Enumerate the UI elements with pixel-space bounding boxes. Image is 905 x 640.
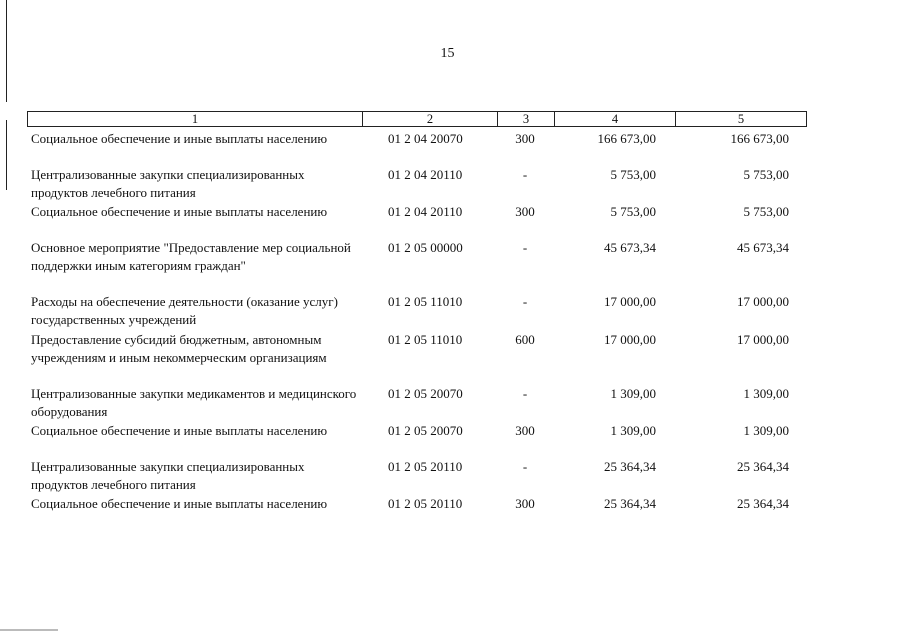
row-sum-col4: 45 673,34 (604, 240, 656, 255)
row-name: Централизованные закупки специализированных продуктов лечебного питания (31, 167, 305, 200)
row-sum-col4: 1 309,00 (610, 386, 656, 401)
row-code: 01 2 05 20070 (388, 423, 463, 438)
row-name: Социальное обеспечение и иные выплаты населению (31, 496, 328, 511)
row-sum-col5: 25 364,34 (737, 496, 789, 511)
row-type: - (522, 294, 528, 309)
row-name: Социальное обеспечение и иные выплаты населению (31, 131, 328, 146)
header-col-2: 2 (363, 112, 498, 126)
row-code: 01 2 04 20110 (388, 167, 463, 182)
row-type: 300 (515, 131, 535, 146)
margin-rule-lower (6, 120, 7, 190)
row-sum-col5: 1 309,00 (743, 386, 789, 401)
page-number: 15 (440, 46, 455, 61)
row-sum-col4: 17 000,00 (604, 294, 656, 309)
row-sum-col5: 25 364,34 (737, 459, 789, 474)
row-type: 300 (515, 204, 535, 219)
row-name: Основное мероприятие "Предоставление мер социальной поддержки иным категориям граждан" (31, 240, 351, 273)
row-name: Предоставление субсидий бюджетным, автономным учреждениям и иным некоммерческим организациям (31, 332, 327, 365)
table-header (27, 111, 807, 127)
header-col-5: 5 (737, 112, 745, 126)
row-sum-col5: 166 673,00 (730, 131, 789, 146)
row-type: 300 (515, 423, 535, 438)
header-col-3: 3 (498, 112, 555, 126)
row-code: 01 2 04 20070 (388, 131, 463, 146)
row-code: 01 2 05 20110 (388, 496, 463, 511)
row-sum-col4: 25 364,34 (604, 459, 656, 474)
row-code: 01 2 05 20070 (388, 386, 463, 401)
row-sum-col5: 5 753,00 (743, 167, 789, 182)
row-name: Централизованные закупки медикаментов и медицинского оборудования (31, 386, 357, 419)
row-sum-col4: 166 673,00 (597, 131, 656, 146)
row-type: - (522, 167, 528, 182)
row-sum-col4: 5 753,00 (610, 204, 656, 219)
row-code: 01 2 04 20110 (388, 204, 463, 219)
row-sum-col4: 25 364,34 (604, 496, 656, 511)
row-type: 600 (515, 332, 535, 347)
scan-artifact (0, 629, 58, 631)
header-col-1: 1 (28, 112, 363, 126)
row-name: Расходы на обеспечение деятельности (оказание услуг) государственных учреждений (31, 294, 338, 327)
row-sum-col4: 5 753,00 (610, 167, 656, 182)
row-sum-col5: 45 673,34 (737, 240, 789, 255)
row-sum-col5: 17 000,00 (737, 332, 789, 347)
row-type: - (522, 459, 528, 474)
header-col-4: 4 (555, 112, 676, 126)
row-sum-col5: 5 753,00 (743, 204, 789, 219)
row-type: - (522, 240, 528, 255)
row-code: 01 2 05 00000 (388, 240, 463, 255)
row-name: Социальное обеспечение и иные выплаты населению (31, 204, 328, 219)
row-name: Социальное обеспечение и иные выплаты населению (31, 423, 328, 438)
row-name: Централизованные закупки специализированных продуктов лечебного питания (31, 459, 305, 492)
row-sum-col5: 1 309,00 (743, 423, 789, 438)
row-type: - (522, 386, 528, 401)
row-code: 01 2 05 11010 (388, 332, 463, 347)
row-code: 01 2 05 11010 (388, 294, 463, 309)
row-sum-col5: 17 000,00 (737, 294, 789, 309)
row-sum-col4: 17 000,00 (604, 332, 656, 347)
row-type: 300 (515, 496, 535, 511)
row-code: 01 2 05 20110 (388, 459, 463, 474)
row-sum-col4: 1 309,00 (610, 423, 656, 438)
